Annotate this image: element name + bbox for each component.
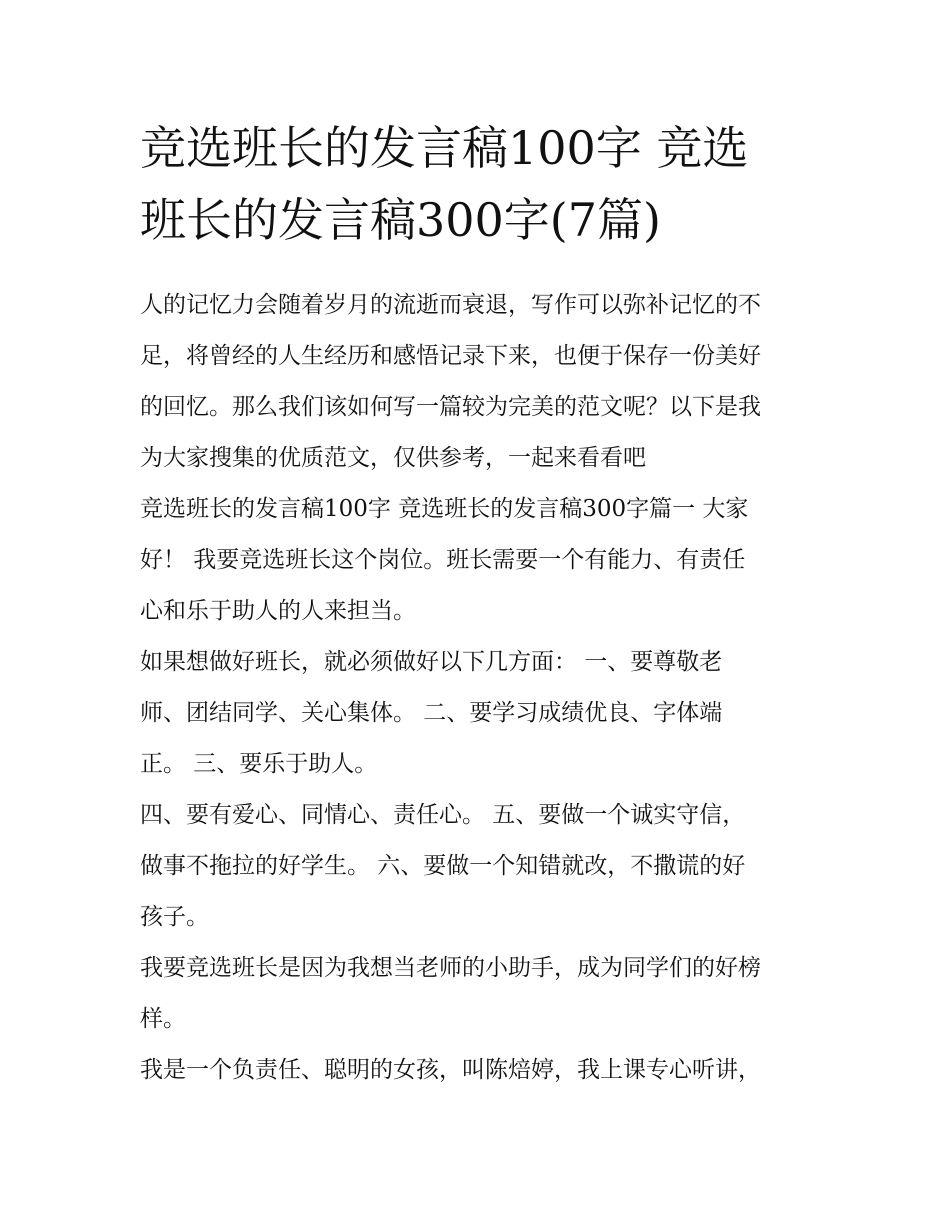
document-title [140,112,820,256]
body-line: 我要竞选班长是因为我想当老师的小助手，成为同学们的好榜 [140,955,761,981]
body-line: 孩子。 [140,904,209,930]
body-line: 好！ 我要竞选班长这个岗位。班长需要一个有能力、有责任 [140,547,746,573]
body-line: 做事不拖拉的好学生。 六、要做一个知错就改，不撒谎的好 [140,853,746,879]
body-line: 竞选班长的发言稿100字 竞选班长的发言稿300字篇一 大家 [140,496,749,522]
body-line: 我是一个负责任、聪明的女孩，叫陈焙婷，我上课专心听讲， [140,1057,761,1083]
document-body [140,280,830,1096]
body-line: 足，将曾经的人生经历和感悟记录下来，也便于保存一份美好 [140,343,761,369]
body-line: 为大家搜集的优质范文，仅供参考，一起来看看吧 [140,445,646,471]
body-line: 的回忆。那么我们该如何写一篇较为完美的范文呢？以下是我 [140,394,761,420]
body-line: 师、团结同学、关心集体。 二、要学习成绩优良、字体端 [140,700,723,726]
body-line: 正。 三、要乐于助人。 [140,751,378,777]
body-line: 如果想做好班长，就必须做好以下几方面： 一、要尊敬老 [140,649,723,675]
body-line: 样。 [140,1006,186,1032]
title-line: 竞选班长的发言稿100字 竞选 [140,121,749,175]
body-line: 人的记忆力会随着岁月的流逝而衰退，写作可以弥补记忆的不 [140,292,761,318]
title-line: 班长的发言稿300字(7篇) [140,193,661,247]
body-line: 四、要有爱心、同情心、责任心。 五、要做一个诚实守信， [140,802,746,828]
body-line: 心和乐于助人的人来担当。 [140,598,416,624]
